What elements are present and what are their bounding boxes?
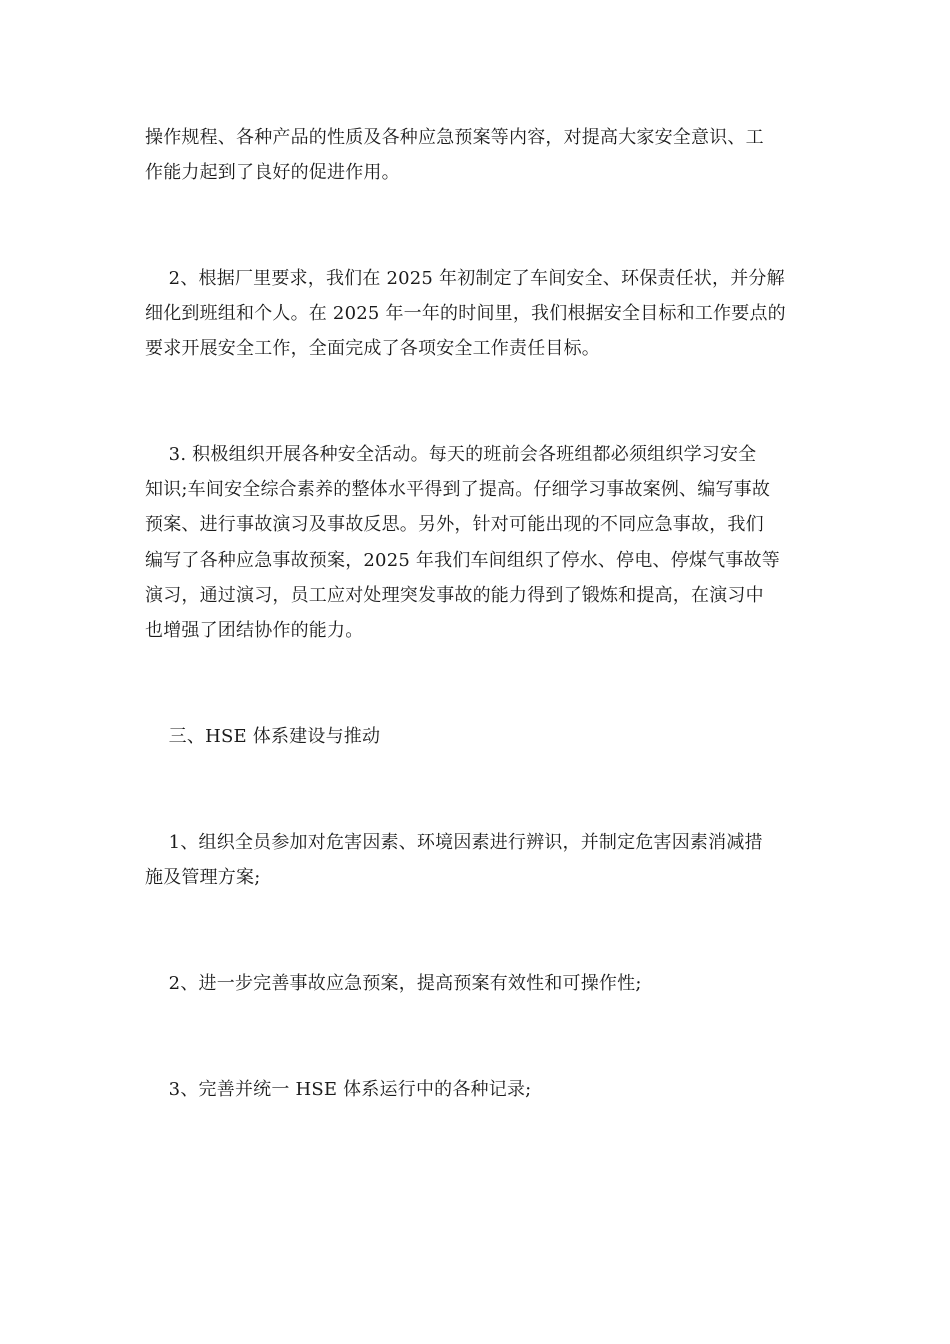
item-2-line-1: 2、进一步完善事故应急预案，提高预案有效性和可操作性;	[145, 973, 642, 994]
item-3-line-1: 3、完善并统一 HSE 体系运行中的各种记录;	[145, 1079, 532, 1100]
section-heading: 三、HSE 体系建设与推动	[145, 726, 381, 747]
paragraph-1-line-2: 作能力起到了良好的促进作用。	[145, 162, 400, 183]
paragraph-3-line-3: 预案、进行事故演习及事故反思。另外，针对可能出现的不同应急事故，我们	[145, 514, 764, 535]
item-1-line-1: 1、组织全员参加对危害因素、环境因素进行辨识，并制定危害因素消减措	[145, 832, 763, 853]
paragraph-3-line-4: 编写了各种应急事故预案，2025 年我们车间组织了停水、停电、停煤气事故等	[145, 550, 780, 571]
paragraph-3-line-5: 演习，通过演习，员工应对处理突发事故的能力得到了锻炼和提高，在演习中	[145, 585, 764, 606]
paragraph-3-line-6: 也增强了团结协作的能力。	[145, 620, 364, 641]
paragraph-2-line-2: 细化到班组和个人。在 2025 年一年的时间里，我们根据安全目标和工作要点的	[145, 303, 786, 324]
paragraph-2-line-1: 2、根据厂里要求，我们在 2025 年初制定了车间安全、环保责任状，并分解	[145, 268, 785, 289]
item-1-line-2: 施及管理方案;	[145, 867, 261, 888]
paragraph-2-line-3: 要求开展安全工作，全面完成了各项安全工作责任目标。	[145, 338, 600, 359]
paragraph-3-line-2: 知识;车间安全综合素养的整体水平得到了提高。仔细学习事故案例、编写事故	[145, 479, 771, 500]
paragraph-1-line-1: 操作规程、各种产品的性质及各种应急预案等内容，对提高大家安全意识、工	[145, 127, 764, 148]
paragraph-3-line-1: 3. 积极组织开展各种安全活动。每天的班前会各班组都必须组织学习安全	[145, 444, 757, 465]
